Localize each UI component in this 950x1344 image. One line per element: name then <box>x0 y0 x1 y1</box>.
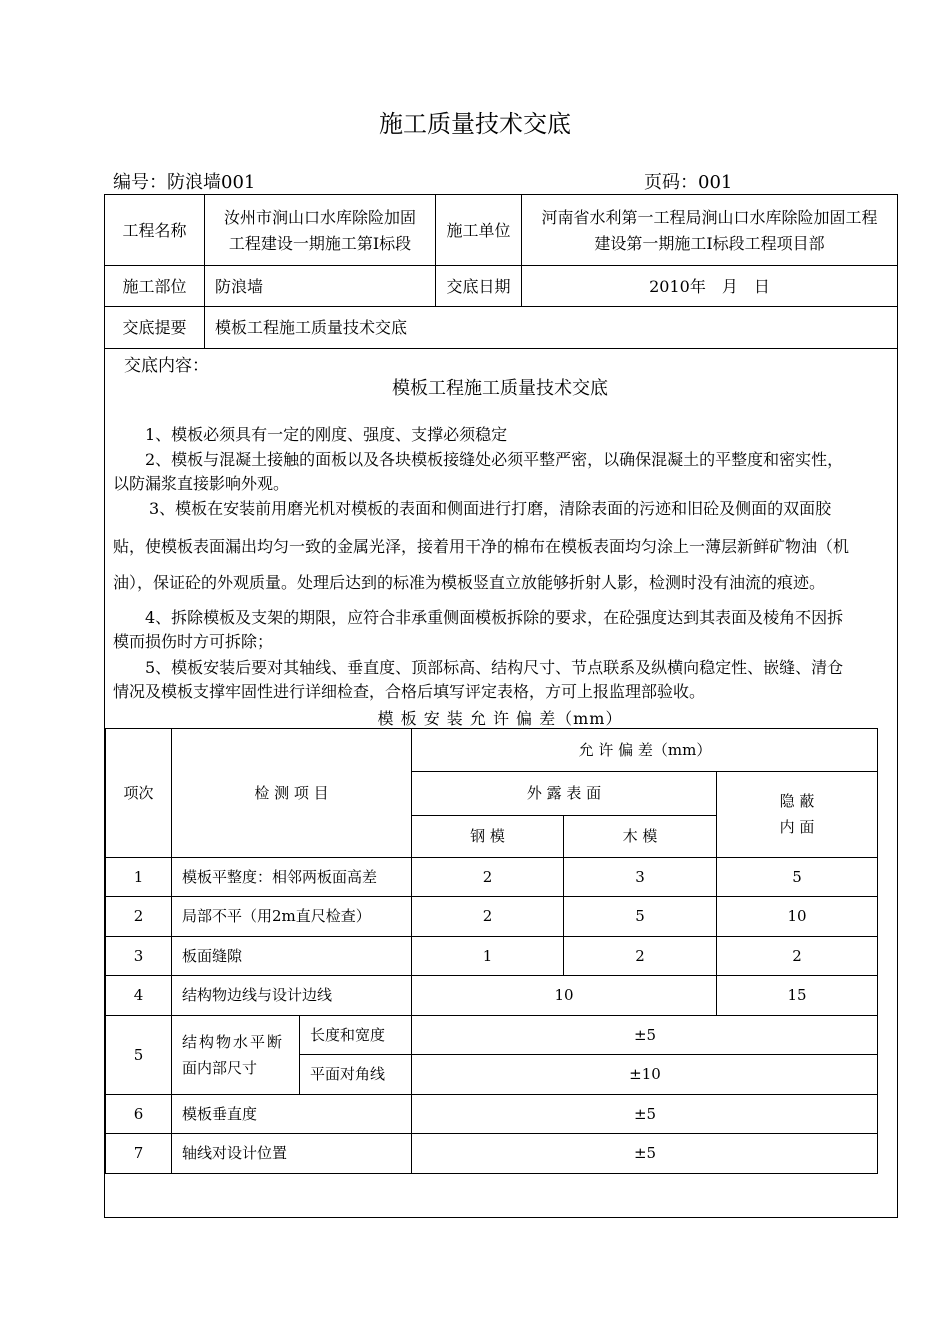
paragraph-3-line2: 贴，使模板表面漏出均匀一致的金属光泽，接着用干净的棉布在模板表面均匀涂上一薄层新鲜矿物油（机 <box>113 537 850 556</box>
content-label: 交底内容： <box>124 356 209 376</box>
table-row-hidden: 15 <box>787 986 807 1004</box>
paragraph-4-line1: 4、拆除模板及支架的期限，应符合非承重侧面模板拆除的要求，在砼强度达到其表面及棱角不因拆 <box>145 608 844 627</box>
table-row-index: 2 <box>133 907 144 925</box>
table-row-exposed: 10 <box>554 986 574 1004</box>
table-subrow-label: 长度和宽度 <box>310 1025 386 1044</box>
paragraph-3-line3: 油），保证砼的外观质量。处理后达到的标准为模板竖直立放能够折射人影，检测时没有油流的痕迹。 <box>113 573 826 592</box>
header-item: 检 测 项 目 <box>254 783 329 802</box>
header-hidden-line2: 内 面 <box>779 817 815 836</box>
location-value: 防浪墙 <box>215 276 264 296</box>
table-subrow-value: ±5 <box>633 1025 657 1044</box>
table-row-steel: 1 <box>482 946 493 965</box>
tolerance-table-title: 模 板 安 装 允 许 偏 差（mm） <box>377 709 623 728</box>
table-row-steel: 2 <box>482 867 493 886</box>
table-row-item: 板面缝隙 <box>182 946 243 965</box>
header-steel: 钢 模 <box>470 827 505 845</box>
row-divider <box>105 348 897 349</box>
table-row-item: 模板垂直度 <box>182 1104 258 1123</box>
header-index: 项次 <box>123 783 154 802</box>
table-row-index: 3 <box>133 946 144 965</box>
table-row-item: 结构物边线与设计边线 <box>182 986 333 1004</box>
col-divider <box>299 1015 300 1094</box>
table-subrow-value: ±10 <box>629 1065 661 1083</box>
paragraph-5-line2: 情况及模板支撑牢固性进行详细检查，合格后填写评定表格，方可上报监理部验收。 <box>113 682 706 701</box>
header-wood: 木 模 <box>622 827 658 845</box>
table-row-item: 轴线对设计位置 <box>182 1144 288 1162</box>
table-subrow-label: 平面对角线 <box>310 1065 386 1083</box>
construction-unit-line1: 河南省水利第一工程局涧山口水库除险加固工程 <box>541 207 878 227</box>
table-row-index: 5 <box>133 1045 144 1064</box>
project-name-line2: 工程建设一期施工第Ⅰ标段 <box>228 233 412 253</box>
table-row-index: 4 <box>133 986 144 1004</box>
tolerance-table <box>105 728 878 1174</box>
construction-unit-line2: 建设第一期施工Ⅰ标段工程项目部 <box>594 233 825 253</box>
project-name-label: 工程名称 <box>122 220 187 240</box>
table-row-value: ±5 <box>633 1144 657 1162</box>
location-label: 施工部位 <box>122 276 187 296</box>
project-name-line1: 汝州市涧山口水库除险加固 <box>223 207 416 227</box>
paragraph-2-line2: 以防漏浆直接影响外观。 <box>113 474 290 493</box>
header-exposed: 外 露 表 面 <box>526 784 602 802</box>
document-number: 编号：防浪墙001 <box>113 172 256 193</box>
header-hidden-line1: 隐 蔽 <box>779 791 815 810</box>
table-row-index: 7 <box>133 1144 144 1162</box>
table-row-item: 局部不平（用2m直尺检查） <box>182 907 371 925</box>
document-title: 施工质量技术交底 <box>379 110 571 138</box>
table-row-index: 1 <box>133 867 144 886</box>
page-number: 页码：001 <box>644 172 733 193</box>
table-row-hidden: 5 <box>792 867 802 886</box>
paragraph-2-line1: 2、模板与混凝土接触的面板以及各块模板接缝处必须平整严密，以确保混凝土的平整度和密实性， <box>145 450 844 469</box>
paragraph-5-line1: 5、模板安装后要对其轴线、垂直度、顶部标高、结构尺寸、节点联系及纵横向稳定性、嵌缝、清仓 <box>145 658 844 677</box>
table-row-hidden: 2 <box>792 946 802 965</box>
paragraph-4-line2: 模而损伤时方可拆除； <box>113 632 274 651</box>
header-allowed: 允 许 偏 差（mm） <box>578 740 712 759</box>
table-row-steel: 2 <box>482 907 493 925</box>
table-row-wood: 3 <box>635 867 645 886</box>
table-row-hidden: 10 <box>787 907 807 925</box>
paragraph-1: 1、模板必须具有一定的刚度、强度、支撑必须稳定 <box>145 425 508 444</box>
table-row-index: 6 <box>133 1104 144 1123</box>
table-row-value: ±5 <box>633 1104 657 1123</box>
table-row-item: 模板平整度：相邻两板面高差 <box>182 867 378 886</box>
summary-value: 模板工程施工质量技术交底 <box>215 318 408 337</box>
date-label: 交底日期 <box>446 276 511 296</box>
table-row-wood: 5 <box>635 907 645 925</box>
table-row-item-line2: 面内部尺寸 <box>182 1058 258 1077</box>
construction-unit-label: 施工单位 <box>446 220 511 240</box>
summary-label: 交底提要 <box>122 318 187 337</box>
content-heading: 模板工程施工质量技术交底 <box>392 378 608 399</box>
date-value: 2010年 月 日 <box>649 276 770 296</box>
paragraph-3-line1: 3、模板在安装前用磨光机对模板的表面和侧面进行打磨，清除表面的污迹和旧砼及侧面的双面胶 <box>149 499 832 518</box>
table-row-item-line1: 结构物水平断 <box>182 1032 285 1051</box>
table-row-wood: 2 <box>635 946 645 965</box>
